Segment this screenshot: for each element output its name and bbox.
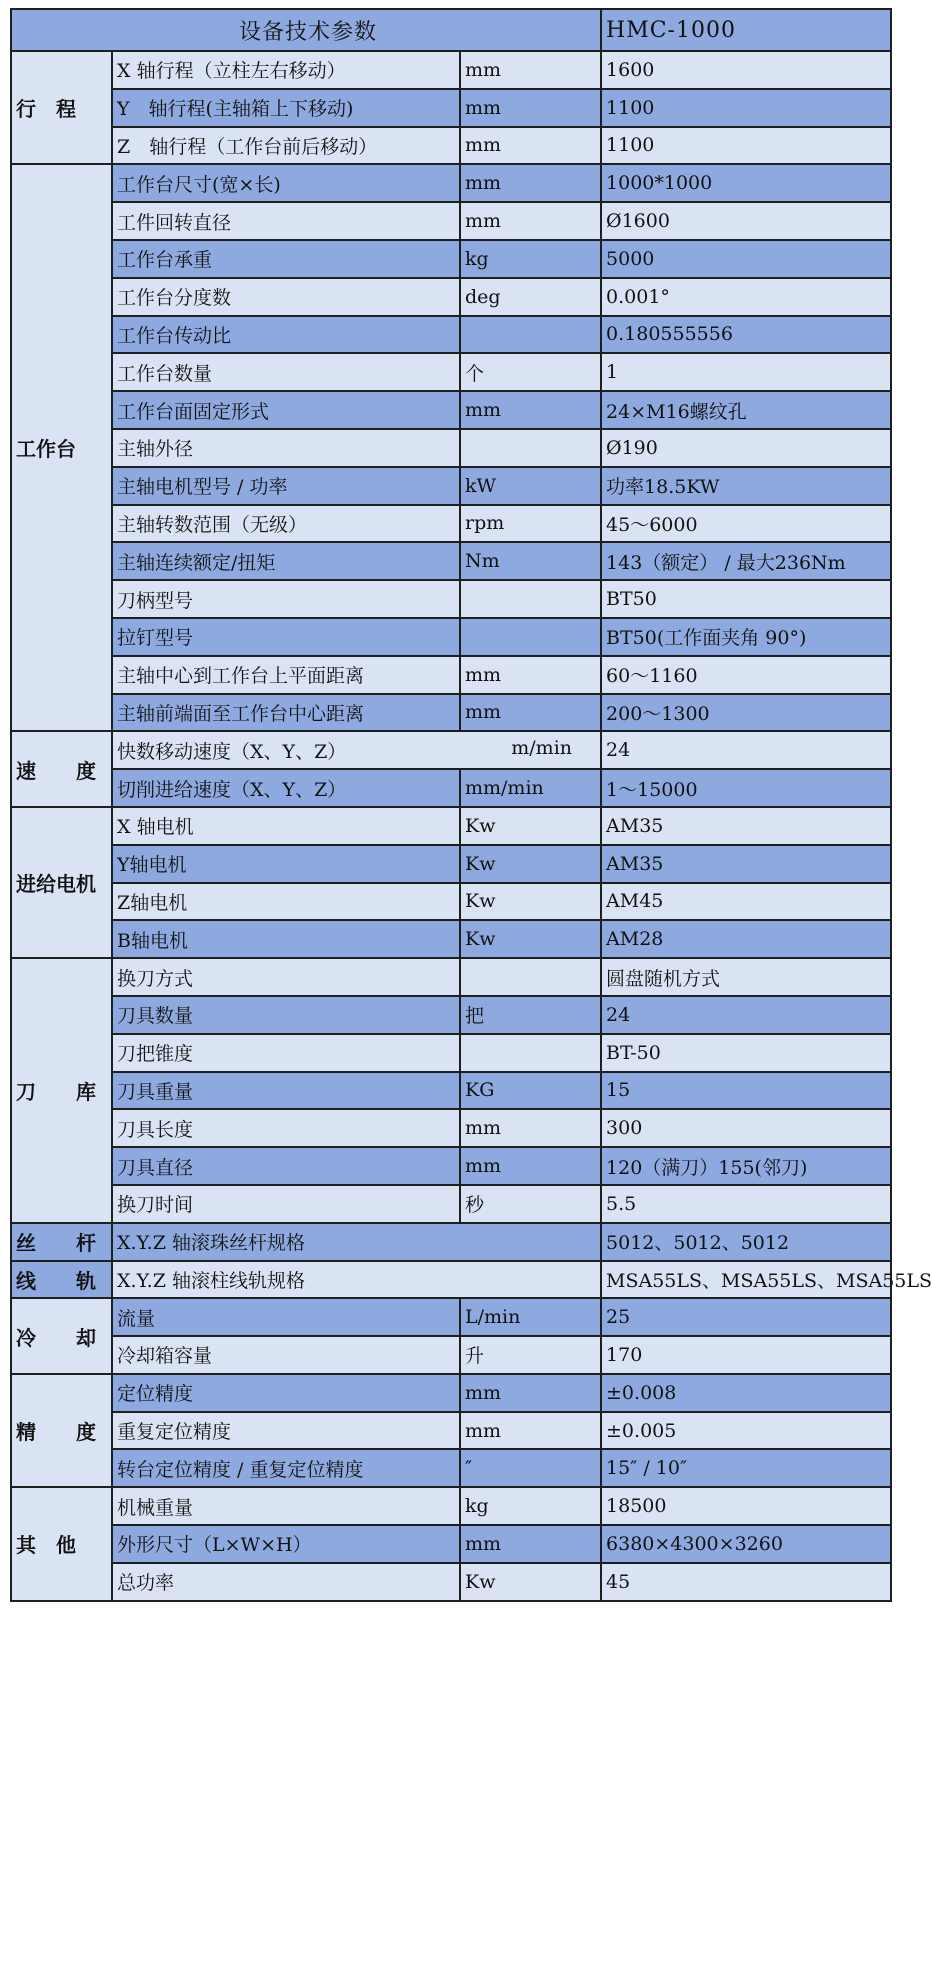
- spec-row: [11, 1449, 891, 1487]
- value: 1: [601, 353, 891, 391]
- param-name: 拉钉型号: [112, 618, 460, 656]
- spec-row: [11, 429, 891, 467]
- param-name: 重复定位精度: [112, 1412, 460, 1450]
- param-name: 刀具数量: [112, 996, 460, 1034]
- param-name: 定位精度: [112, 1374, 460, 1412]
- spec-row: [11, 618, 891, 656]
- value: 45: [601, 1563, 891, 1601]
- spec-row: [11, 1147, 891, 1185]
- param-name: 换刀时间: [112, 1185, 460, 1223]
- spec-row: [11, 1487, 891, 1525]
- value: 143（额定） / 最大236Nm: [601, 542, 891, 580]
- param-name: 总功率: [112, 1563, 460, 1601]
- value: 0.001°: [601, 278, 891, 316]
- unit: mm/min: [460, 769, 601, 807]
- spec-row: [11, 996, 891, 1034]
- value: Ø190: [601, 429, 891, 467]
- param-name: 快数移动速度（X、Y、Z）: [117, 740, 347, 763]
- spec-row: [11, 1336, 891, 1374]
- unit: Nm: [460, 542, 601, 580]
- spec-row: [11, 353, 891, 391]
- spec-row: [11, 89, 891, 127]
- unit: Kw: [460, 845, 601, 883]
- unit: mm: [460, 656, 601, 694]
- param-name: B轴电机: [112, 920, 460, 958]
- spec-row: [11, 656, 891, 694]
- group-label: [11, 1487, 112, 1600]
- group-label: [11, 807, 112, 958]
- group-label: [11, 1298, 112, 1374]
- header-row: [11, 9, 891, 51]
- value: 45～6000: [601, 505, 891, 543]
- value: 60～1160: [601, 656, 891, 694]
- value: 24: [601, 731, 891, 769]
- spec-row: [11, 278, 891, 316]
- unit: Kw: [460, 1563, 601, 1601]
- spec-row: [11, 1374, 891, 1412]
- group-label-text: 进给电机: [16, 872, 96, 897]
- unit: mm: [460, 1374, 601, 1412]
- group-label-text: 丝 杆: [16, 1231, 96, 1256]
- value: 5.5: [601, 1185, 891, 1223]
- unit: 把: [460, 996, 601, 1034]
- param-name: 主轴外径: [112, 429, 460, 467]
- value: 1～15000: [601, 769, 891, 807]
- param-name: 切削进给速度（X、Y、Z）: [112, 769, 460, 807]
- unit: ″: [460, 1449, 601, 1487]
- value: 18500: [601, 1487, 891, 1525]
- spec-row: [11, 694, 891, 732]
- group-label: [11, 731, 112, 807]
- unit: rpm: [460, 505, 601, 543]
- unit: mm: [460, 127, 601, 165]
- value: AM45: [601, 883, 891, 921]
- param-name: Y轴电机: [112, 845, 460, 883]
- spec-row: [11, 1298, 891, 1336]
- value: 120（满刀）155(邻刀): [601, 1147, 891, 1185]
- unit: mm: [460, 1412, 601, 1450]
- param-name: 主轴中心到工作台上平面距离: [112, 656, 460, 694]
- param-name: 机械重量: [112, 1487, 460, 1525]
- spec-row: [11, 127, 891, 165]
- group-label: [11, 1374, 112, 1487]
- spec-row: [11, 1525, 891, 1563]
- group-label: [11, 51, 112, 164]
- spec-row: [11, 1109, 891, 1147]
- group-label-text: 冷 却: [16, 1325, 96, 1350]
- spec-row: [11, 391, 891, 429]
- param-cell: [112, 731, 601, 769]
- unit: [460, 429, 601, 467]
- unit: Kw: [460, 920, 601, 958]
- spec-row: [11, 731, 891, 769]
- unit: 升: [460, 1336, 601, 1374]
- param-name: 工作台数量: [112, 353, 460, 391]
- param-name: X.Y.Z 轴滚柱线轨规格: [117, 1269, 305, 1292]
- value: 170: [601, 1336, 891, 1374]
- unit: Kw: [460, 807, 601, 845]
- unit: [460, 618, 601, 656]
- value: 1600: [601, 51, 891, 89]
- group-label-text: 刀 库: [16, 1079, 96, 1104]
- value: Ø1600: [601, 202, 891, 240]
- spec-row: [11, 316, 891, 354]
- spec-row: [11, 920, 891, 958]
- param-cell: [112, 1261, 601, 1299]
- model-name: HMC-1000: [601, 9, 891, 51]
- spec-row: [11, 807, 891, 845]
- spec-row: [11, 542, 891, 580]
- value: 200～1300: [601, 694, 891, 732]
- param-name: 刀具直径: [112, 1147, 460, 1185]
- unit: L/min: [460, 1298, 601, 1336]
- value: MSA55LS、MSA55LS、MSA55LS: [601, 1261, 891, 1299]
- unit: KG: [460, 1072, 601, 1110]
- param-name: 主轴前端面至工作台中心距离: [112, 694, 460, 732]
- group-label-text: 速 度: [16, 758, 96, 783]
- param-name: 冷却箱容量: [112, 1336, 460, 1374]
- value: 1100: [601, 89, 891, 127]
- unit: mm: [460, 1147, 601, 1185]
- value: 6380×4300×3260: [601, 1525, 891, 1563]
- param-name: X 轴电机: [112, 807, 460, 845]
- param-name: X 轴行程（立柱左右移动）: [112, 51, 460, 89]
- value: 300: [601, 1109, 891, 1147]
- group-label-text: 工作台: [16, 437, 76, 462]
- spec-row: [11, 1412, 891, 1450]
- spec-row: [11, 769, 891, 807]
- spec-row: [11, 958, 891, 996]
- value: AM35: [601, 807, 891, 845]
- unit: mm: [460, 51, 601, 89]
- group-label-text: 线 轨: [16, 1268, 96, 1293]
- unit: mm: [460, 1525, 601, 1563]
- unit: [460, 958, 601, 996]
- spec-row: [11, 1072, 891, 1110]
- value: 24: [601, 996, 891, 1034]
- unit: mm: [460, 202, 601, 240]
- unit: kg: [460, 240, 601, 278]
- unit: 秒: [460, 1185, 601, 1223]
- unit: [460, 580, 601, 618]
- spec-row: [11, 845, 891, 883]
- unit: Kw: [460, 883, 601, 921]
- spec-row: [11, 505, 891, 543]
- unit: mm: [460, 89, 601, 127]
- spec-row: [11, 1563, 891, 1601]
- value: 24×M16螺纹孔: [601, 391, 891, 429]
- unit: mm: [460, 1109, 601, 1147]
- value: BT50: [601, 580, 891, 618]
- param-name: Z 轴行程（工作台前后移动）: [112, 127, 460, 165]
- group-label: [11, 1261, 112, 1299]
- param-name: 流量: [112, 1298, 460, 1336]
- param-name: 刀柄型号: [112, 580, 460, 618]
- spec-row: [11, 51, 891, 89]
- unit: m/min: [511, 736, 573, 759]
- value: 圆盘随机方式: [601, 958, 891, 996]
- value: 功率18.5KW: [601, 467, 891, 505]
- spec-row: [11, 883, 891, 921]
- unit: mm: [460, 694, 601, 732]
- value: 1100: [601, 127, 891, 165]
- unit: [460, 1034, 601, 1072]
- unit: mm: [460, 164, 601, 202]
- param-name: 工作台面固定形式: [112, 391, 460, 429]
- param-name: 主轴转数范围（无级）: [112, 505, 460, 543]
- spec-row: [11, 467, 891, 505]
- group-label-text: 行 程: [16, 97, 76, 122]
- value: BT50(工作面夹角 90°): [601, 618, 891, 656]
- unit: kg: [460, 1487, 601, 1525]
- param-name: 主轴连续额定/扭矩: [112, 542, 460, 580]
- unit: kW: [460, 467, 601, 505]
- value: 0.180555556: [601, 316, 891, 354]
- spec-row: [11, 580, 891, 618]
- param-name: 工件回转直径: [112, 202, 460, 240]
- param-name: 换刀方式: [112, 958, 460, 996]
- param-name: 工作台尺寸(宽×长): [112, 164, 460, 202]
- value: ±0.008: [601, 1374, 891, 1412]
- spec-sheet: [10, 8, 932, 1952]
- unit: deg: [460, 278, 601, 316]
- group-label: [11, 1223, 112, 1261]
- param-name: 刀把锥度: [112, 1034, 460, 1072]
- group-label-text: 其 他: [16, 1533, 76, 1558]
- value: AM28: [601, 920, 891, 958]
- spec-row: [11, 1034, 891, 1072]
- group-label: [11, 164, 112, 731]
- value: 25: [601, 1298, 891, 1336]
- param-name: Y 轴行程(主轴箱上下移动): [112, 89, 460, 127]
- unit: 个: [460, 353, 601, 391]
- value: BT-50: [601, 1034, 891, 1072]
- unit: mm: [460, 391, 601, 429]
- spec-row: [11, 202, 891, 240]
- value: 1000*1000: [601, 164, 891, 202]
- param-name: 主轴电机型号 / 功率: [112, 467, 460, 505]
- param-cell: [112, 1223, 601, 1261]
- spec-row: [11, 164, 891, 202]
- value: 5000: [601, 240, 891, 278]
- param-name: 刀具长度: [112, 1109, 460, 1147]
- table-title: 设备技术参数: [11, 9, 601, 51]
- param-name: 转台定位精度 / 重复定位精度: [112, 1449, 460, 1487]
- param-name: 工作台承重: [112, 240, 460, 278]
- spec-table: [10, 8, 932, 1602]
- value: 15″ / 10″: [601, 1449, 891, 1487]
- param-name: 刀具重量: [112, 1072, 460, 1110]
- group-label: [11, 958, 112, 1223]
- param-name: 工作台分度数: [112, 278, 460, 316]
- spec-row: [11, 1261, 891, 1299]
- group-label-text: 精 度: [16, 1420, 96, 1445]
- param-name: X.Y.Z 轴滚珠丝杆规格: [117, 1232, 305, 1255]
- spec-row: [11, 1185, 891, 1223]
- param-name: 工作台传动比: [112, 316, 460, 354]
- spec-row: [11, 240, 891, 278]
- param-name: 外形尺寸（L×W×H）: [112, 1525, 460, 1563]
- value: 15: [601, 1072, 891, 1110]
- value: ±0.005: [601, 1412, 891, 1450]
- unit: [460, 316, 601, 354]
- value: AM35: [601, 845, 891, 883]
- spec-row: [11, 1223, 891, 1261]
- param-name: Z轴电机: [112, 883, 460, 921]
- value: 5012、5012、5012: [601, 1223, 891, 1261]
